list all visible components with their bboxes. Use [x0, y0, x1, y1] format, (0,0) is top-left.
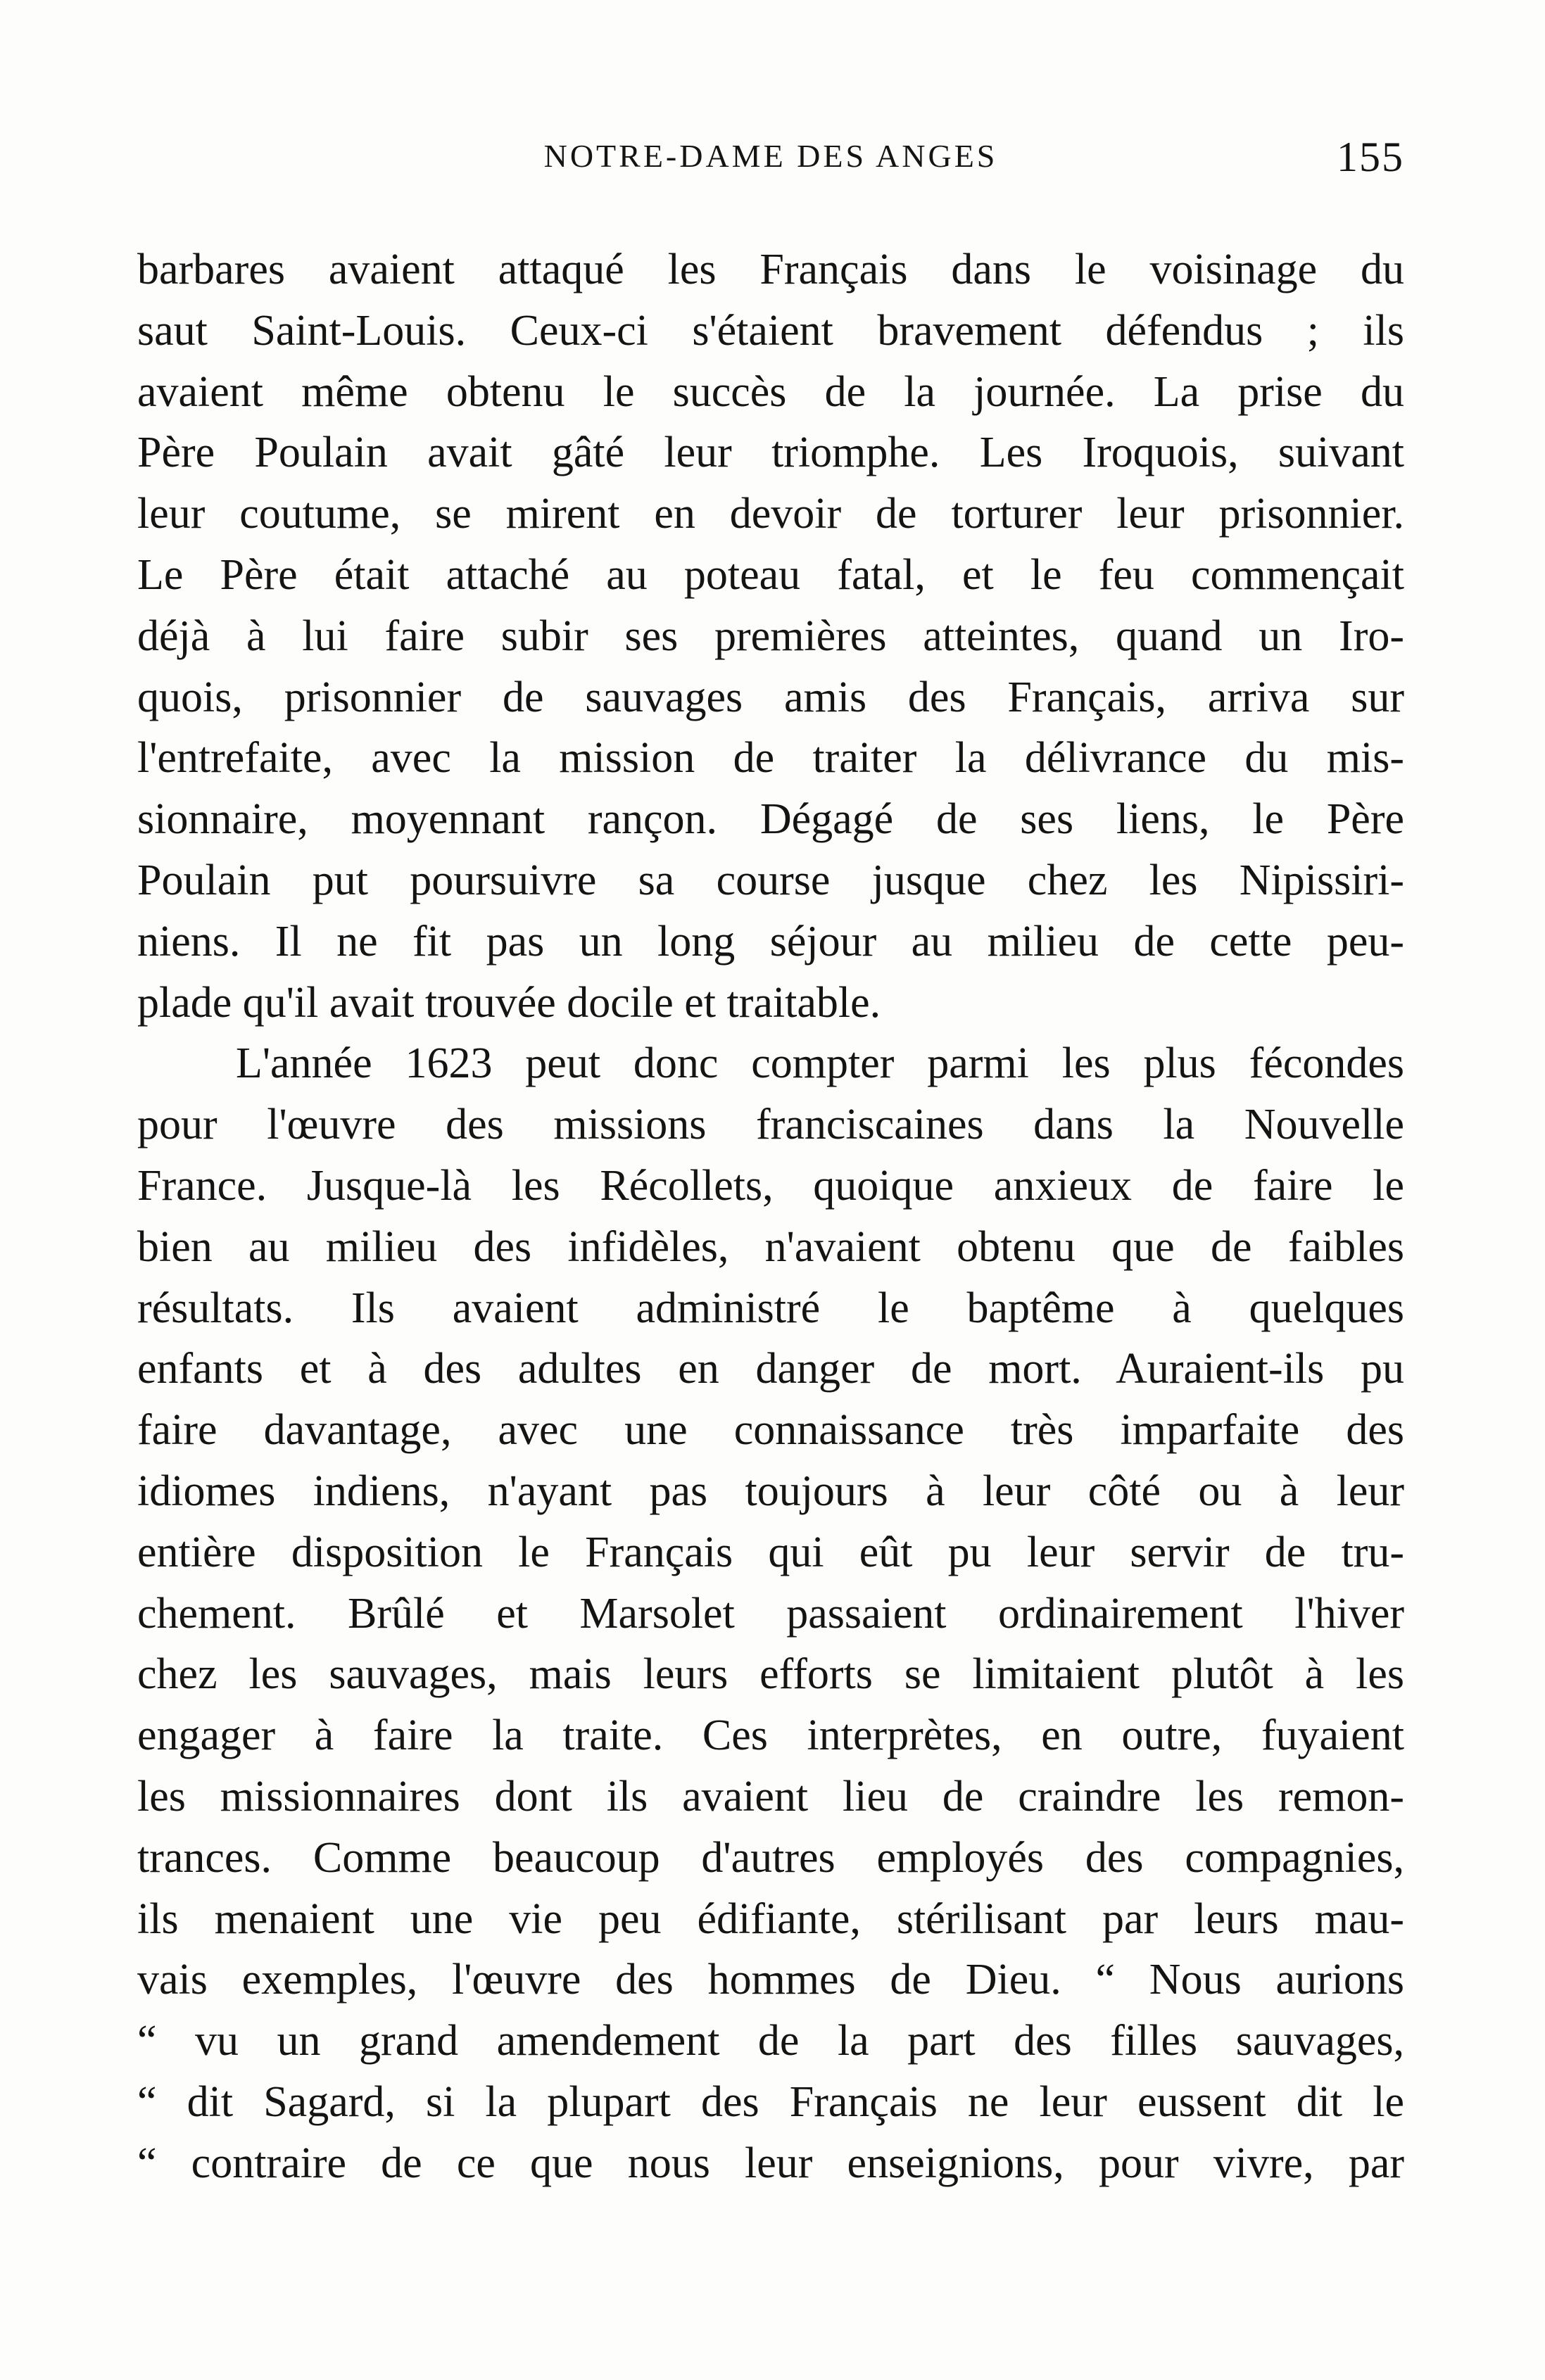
- text-line: vais exemples, l'œuvre des hommes de Dieu. “ Nous aurions: [137, 1956, 1404, 2004]
- text-line: bien au milieu des infidèles, n'avaient obtenu que de faibles: [137, 1222, 1404, 1271]
- text-line: “ contraire de ce que nous leur enseignions, pour vivre, par: [137, 2139, 1404, 2187]
- text-line: “ dit Sagard, si la plupart des Français ne leur eussent dit le: [137, 2077, 1404, 2126]
- text-line: les missionnaires dont ils avaient lieu de craindre les remon-: [137, 1772, 1404, 1821]
- text-line: entière disposition le Français qui eût pu leur servir de tru-: [137, 1528, 1404, 1576]
- text-line: leur coutume, se mirent en devoir de torturer leur prisonnier.: [137, 490, 1404, 538]
- text-line: Le Père était attaché au poteau fatal, et le feu commençait: [137, 550, 1404, 599]
- text-line: déjà à lui faire subir ses premières atteintes, quand un Iro-: [137, 612, 1404, 660]
- text-line: avaient même obtenu le succès de la journée. La prise du: [137, 367, 1404, 416]
- text-line: “ vu un grand amendement de la part des filles sauvages,: [137, 2017, 1404, 2065]
- text-line: résultats. Ils avaient administré le baptême à quelques: [137, 1284, 1404, 1332]
- text-line: France. Jusque-là les Récollets, quoique anxieux de faire le: [137, 1161, 1404, 1210]
- text-line: l'entrefaite, avec la mission de traiter la délivrance du mis-: [137, 734, 1404, 783]
- paragraph-end-line: plade qu'il avait trouvée docile et traitable.: [137, 978, 881, 1027]
- text-line: chement. Brûlé et Marsolet passaient ordinairement l'hiver: [137, 1589, 1404, 1638]
- text-line: engager à faire la traite. Ces interprètes, en outre, fuyaient: [137, 1711, 1404, 1760]
- text-line: barbares avaient attaqué les Français dans le voisinage du: [137, 246, 1404, 293]
- text-line: faire davantage, avec une connaissance très imparfaite des: [137, 1406, 1404, 1455]
- text-line: sionnaire, moyennant rançon. Dégagé de ses liens, le Père: [137, 795, 1404, 844]
- text-line: saut Saint-Louis. Ceux-ci s'étaient bravement défendus ; ils: [137, 306, 1404, 355]
- text-line: enfants et à des adultes en danger de mort. Auraient-ils pu: [137, 1345, 1404, 1393]
- text-line: Poulain put poursuivre sa course jusque chez les Nipissiri-: [137, 856, 1404, 904]
- text-line: trances. Comme beaucoup d'autres employés des compagnies,: [137, 1833, 1404, 1882]
- running-head: [137, 134, 1404, 194]
- text-line: pour l'œuvre des missions franciscaines dans la Nouvelle: [137, 1101, 1404, 1149]
- text-line: chez les sauvages, mais leurs efforts se limitaient plutôt à les: [137, 1650, 1404, 1699]
- paragraph-start-line: L'année 1623 peut donc compter parmi les plus fécondes: [236, 1039, 1404, 1088]
- text-line: ils menaient une vie peu édifiante, stérilisant par leurs mau-: [137, 1894, 1404, 1943]
- text-line: quois, prisonnier de sauvages amis des Français, arriva sur: [137, 673, 1404, 721]
- text-line: Père Poulain avait gâté leur triomphe. Les Iroquois, suivant: [137, 429, 1404, 477]
- running-title: NOTRE-DAME DES ANGES: [543, 138, 998, 174]
- text-line: idiomes indiens, n'ayant pas toujours à leur côté ou à leur: [137, 1467, 1404, 1515]
- page-number: 155: [1337, 134, 1404, 180]
- text-line: niens. Il ne fit pas un long séjour au milieu de cette peu-: [137, 917, 1404, 966]
- body-text: [137, 239, 1404, 2194]
